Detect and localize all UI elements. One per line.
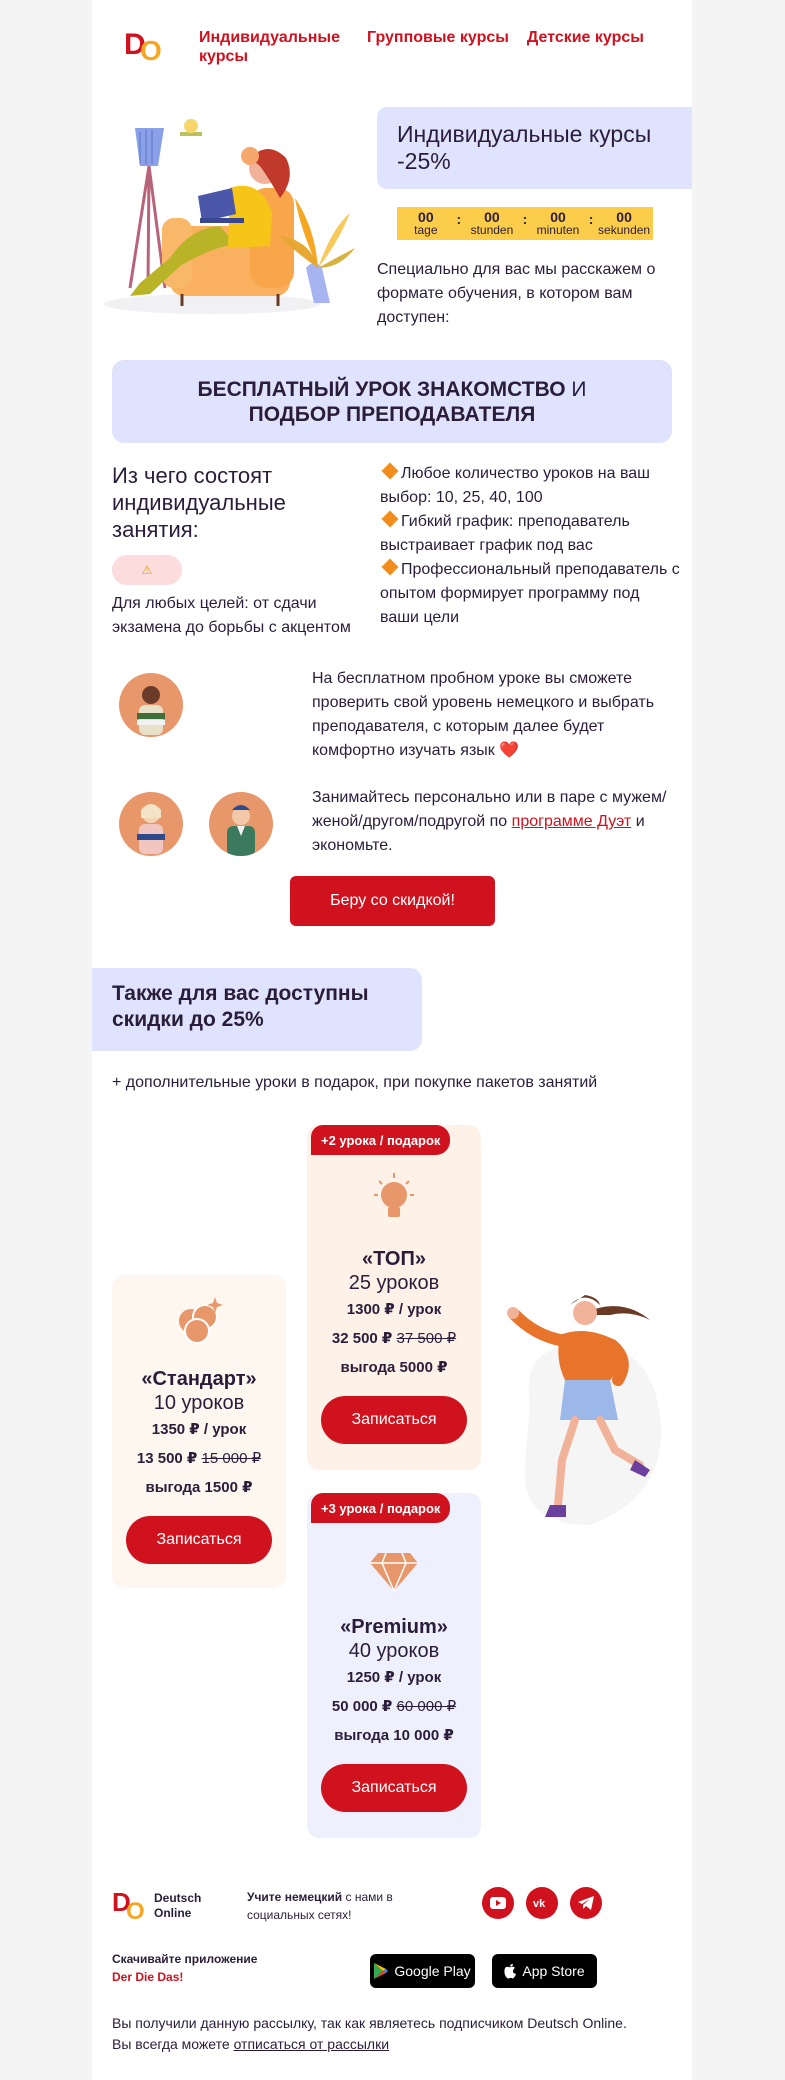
timer-seconds-value: 00 [616, 209, 632, 225]
social-links [482, 1887, 602, 1919]
svg-text:O: O [126, 1898, 145, 1925]
plan-price-old: 37 500 ₽ [396, 1330, 457, 1347]
nav-group-courses[interactable]: Групповые курсы [367, 29, 509, 46]
plan-price [307, 1692, 481, 1721]
timer-separator: : [588, 210, 594, 227]
student-avatar [119, 792, 183, 856]
duet-text-after: и экономьте. [312, 813, 645, 854]
plan-savings: выгода 5000 ₽ [340, 1359, 448, 1376]
timer-separator: : [456, 210, 462, 227]
plan-price-old: 60 000 ₽ [396, 1698, 457, 1715]
banner-part-3: ПОДБОР ПРЕПОДАВАТЕЛЯ [248, 402, 536, 426]
plan-savings: выгода 1500 ₽ [145, 1479, 253, 1496]
svg-text:O: O [140, 35, 162, 64]
plan-savings: выгода 10 000 ₽ [334, 1727, 454, 1744]
enroll-standard-button[interactable]: Записаться [126, 1516, 272, 1564]
plan-price-current: 13 500 ₽ [136, 1450, 198, 1467]
orange-diamond-icon [382, 511, 399, 528]
discounts-subtitle: + дополнительные уроки в подарок, при покупке пакетов занятий [112, 1074, 598, 1091]
google-play-button[interactable] [370, 1954, 475, 1988]
countdown-timer [397, 207, 653, 240]
timer-hours [465, 210, 519, 237]
feature-text: Любое количество уроков на ваш выбор: 10, 25, 40, 100 [380, 465, 651, 506]
google-play-icon [374, 1963, 388, 1979]
app-store-label: App Store [522, 1963, 585, 1979]
plan-price [307, 1324, 481, 1353]
footer-social-text [247, 1888, 437, 1924]
diamond-icon [364, 1537, 424, 1597]
logo-text-line-2: Online [154, 1906, 192, 1920]
warning-pill [112, 555, 182, 585]
vk-icon[interactable] [526, 1887, 558, 1919]
footer-logo[interactable] [112, 1887, 232, 1925]
enroll-top-button[interactable]: Записаться [321, 1396, 467, 1444]
svg-text:D: D [124, 28, 146, 61]
apple-icon [504, 1964, 516, 1979]
banner-part-1: БЕСПЛАТНЫЙ УРОК ЗНАКОМСТВО [197, 377, 566, 401]
bonus-lessons-badge: +3 урока / подарок [311, 1493, 450, 1523]
plan-per-lesson: 1300 ₽ / урок [346, 1301, 442, 1318]
svg-text:vk: vk [533, 1898, 546, 1908]
hero-illustration [100, 118, 358, 316]
warning-icon: ⚠ [141, 563, 153, 577]
timer-seconds [597, 210, 651, 237]
app-download-text [112, 1950, 312, 1986]
person-with-books-icon [119, 673, 183, 737]
nav-kids-courses[interactable]: Детские курсы [526, 29, 644, 46]
plan-name: «Стандарт» [141, 1368, 257, 1390]
free-lesson-banner [112, 360, 672, 443]
consist-goal-text: Для любых целей: от сдачи экзамена до борьбы с акцентом [112, 595, 351, 636]
feature-item [380, 510, 680, 558]
timer-days-label: tage [414, 223, 438, 237]
plan-lesson-count: 10 уроков [153, 1392, 245, 1414]
feature-item [380, 558, 680, 630]
student-with-books-icon [119, 792, 183, 856]
timer-minutes [531, 210, 585, 237]
coins-icon [169, 1289, 229, 1349]
partner-avatar [209, 792, 273, 856]
orange-diamond-icon [382, 463, 399, 480]
student-in-green-icon [209, 792, 273, 856]
banner-text [198, 377, 587, 427]
hero-intro-text: Специально для вас мы расскажем о формате обучения, в котором вам доступен: [377, 261, 656, 326]
timer-hours-label: stunden [470, 223, 514, 237]
features-list [380, 462, 680, 630]
hero-title-box [377, 107, 692, 189]
plan-card-premium [307, 1493, 481, 1838]
timer-days [399, 210, 453, 237]
timer-days-value: 00 [418, 209, 434, 225]
trial-lesson-body: На бесплатном пробном уроке вы сможете проверить свой уровень немецкого и выбрать преподавателя, с которым далее будет комфортно изучать язык [312, 670, 655, 759]
trial-lesson-text [312, 667, 682, 763]
consist-title: Из чего состоят индивидуальные занятия: [112, 463, 286, 542]
feature-item [380, 462, 680, 510]
legal-line-1: Вы получили данную рассылку, так как являетесь подписчиком Deutsch Online. [112, 2015, 627, 2031]
plan-lesson-count: 40 уроков [348, 1640, 440, 1662]
plan-price-current: 50 000 ₽ [331, 1698, 393, 1715]
timer-seconds-label: sekunden [598, 223, 651, 237]
youtube-icon[interactable] [482, 1887, 514, 1919]
app-download-label: Скачивайте приложение [112, 1952, 258, 1966]
discounts-title-box [92, 968, 422, 1051]
google-play-label: Google Play [394, 1963, 471, 1979]
unsubscribe-link[interactable]: отписаться от рассылки [233, 2036, 390, 2052]
heart-icon: ❤️ [499, 742, 520, 759]
duet-text-before: Занимайтесь персонально или в паре с мужем/женой/другом/подругой по [312, 789, 667, 830]
teacher-avatar [119, 673, 183, 737]
app-name: Der Die Das! [112, 1970, 184, 1984]
timer-minutes-value: 00 [550, 209, 566, 225]
plan-name: «Premium» [340, 1616, 448, 1638]
svg-text:D: D [112, 1887, 131, 1917]
orange-diamond-icon [382, 559, 399, 576]
discount-cta-button[interactable]: Беру со скидкой! [290, 876, 495, 926]
enroll-premium-button[interactable]: Записаться [321, 1764, 467, 1812]
timer-hours-value: 00 [484, 209, 500, 225]
header [92, 0, 692, 95]
dancing-girl-illustration [500, 1285, 672, 1530]
plan-name: «ТОП» [362, 1248, 426, 1270]
lightbulb-icon [364, 1169, 424, 1229]
duet-program-link[interactable]: программе Дуэт [511, 813, 632, 830]
hero-title: Индивидуальные курсы -25% [397, 121, 652, 174]
feature-text: Гибкий график: преподаватель выстраивает график под вас [380, 513, 630, 554]
telegram-icon[interactable] [570, 1887, 602, 1919]
legal-line-2: Вы всегда можете [112, 2036, 230, 2052]
plan-lesson-count: 25 уроков [348, 1272, 440, 1294]
bonus-lessons-badge: +2 урока / подарок [311, 1125, 450, 1155]
nav-individual-courses[interactable]: Индивидуальные курсы [199, 29, 340, 65]
plan-price [112, 1444, 286, 1473]
app-store-button[interactable] [492, 1954, 597, 1988]
social-text-rest: с нами в социальных сетях! [247, 1890, 393, 1922]
plan-price-current: 32 500 ₽ [331, 1330, 393, 1347]
plan-card-standard [112, 1275, 286, 1588]
timer-minutes-label: minuten [536, 223, 580, 237]
duet-program-text [312, 786, 682, 858]
plan-card-top [307, 1125, 481, 1470]
banner-part-2: И [571, 377, 587, 401]
logo-text-line-1: Deutsch [154, 1891, 202, 1905]
legal-text [112, 2013, 672, 2055]
social-text-bold: Учите немецкий [247, 1890, 343, 1904]
top-nav [199, 28, 669, 66]
email-page [92, 0, 692, 2080]
feature-text: Профессиональный преподаватель с опытом формирует программу под ваши цели [380, 561, 680, 626]
plan-per-lesson: 1250 ₽ / урок [346, 1669, 442, 1686]
brand-logo[interactable] [124, 26, 164, 64]
discounts-title: Также для вас доступны скидки до 25% [112, 982, 369, 1031]
plan-per-lesson: 1350 ₽ / урок [151, 1421, 247, 1438]
plan-price-old: 15 000 ₽ [201, 1450, 262, 1467]
timer-separator: : [522, 210, 528, 227]
